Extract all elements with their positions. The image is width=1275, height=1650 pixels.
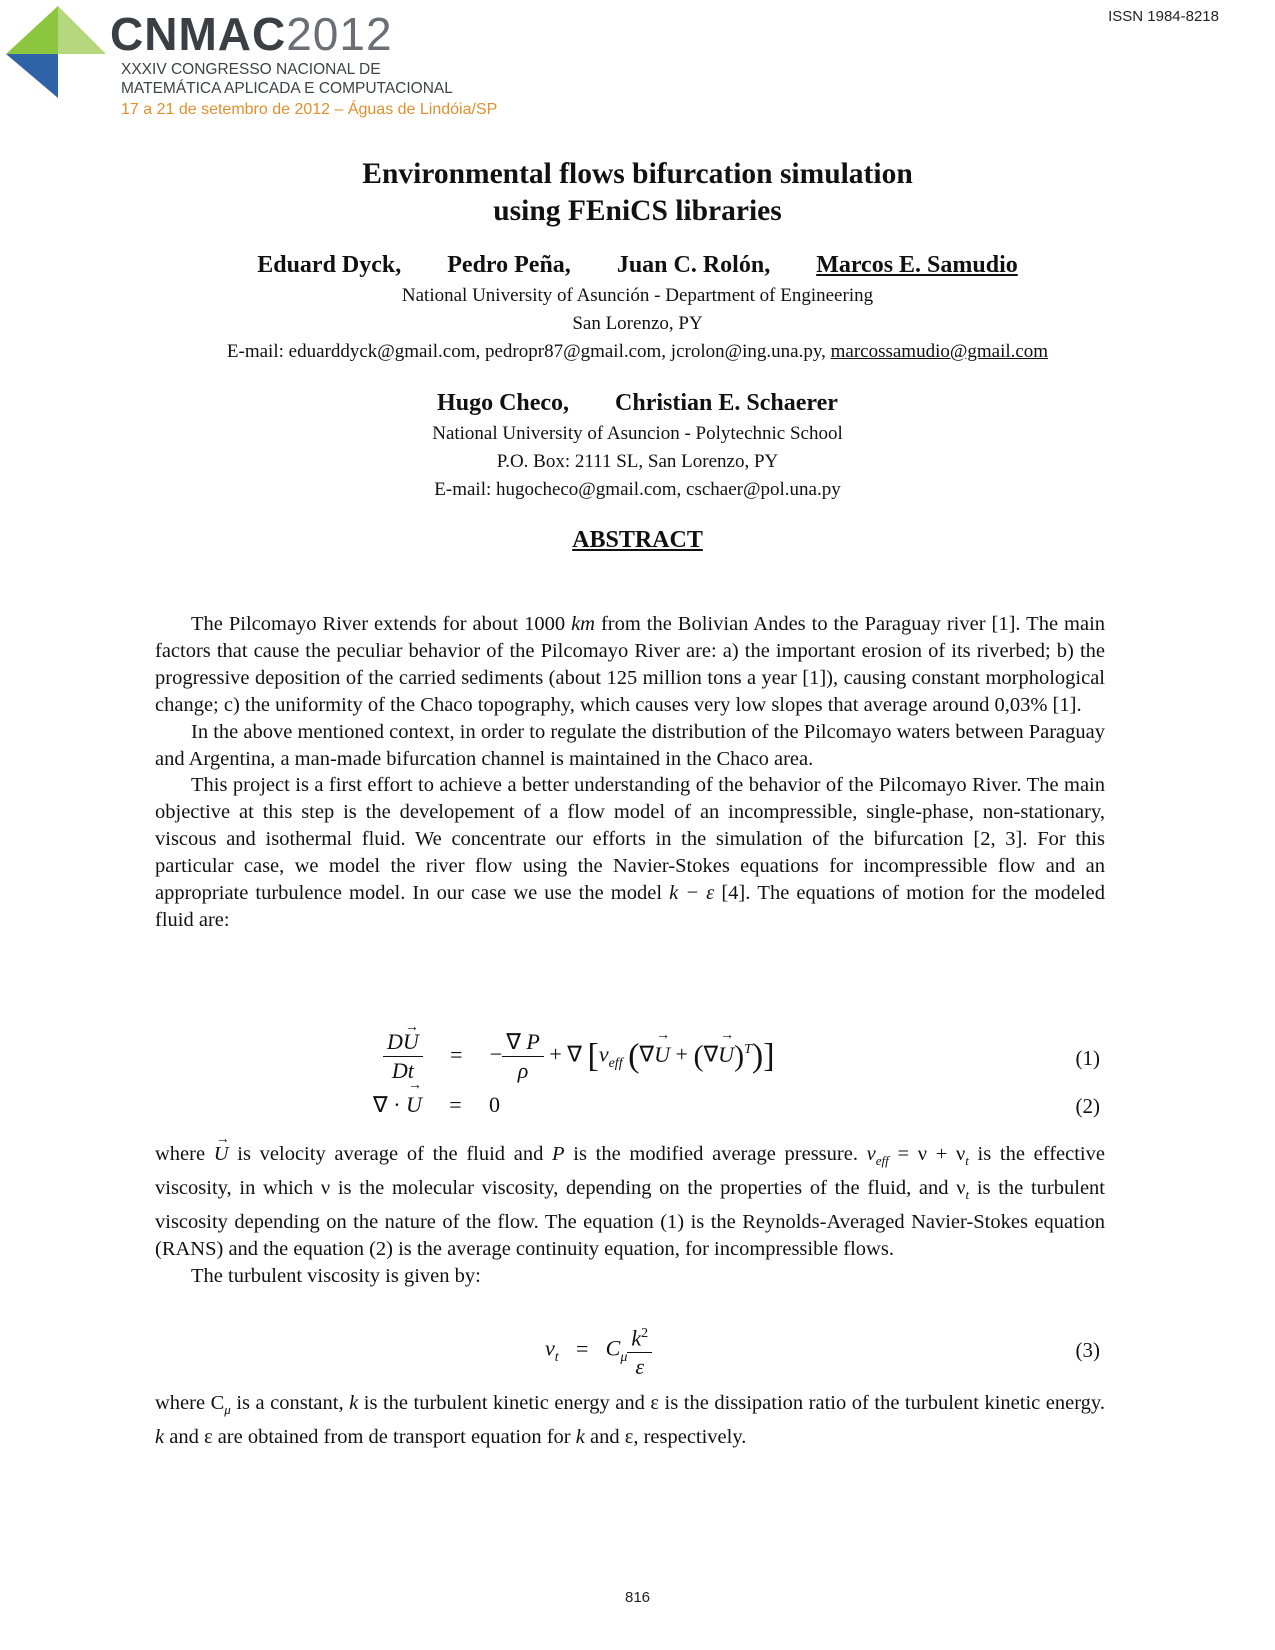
paragraph-after-eq (155, 1141, 1105, 1290)
equation-3: $\nu_t = C_\mu$ $\frac{k^2}{\varepsilon}$ (545, 1320, 652, 1381)
author-list-1 (0, 252, 1275, 279)
logo-line-1: XXXIV CONGRESSO NACIONAL DE (121, 61, 381, 78)
author-name: Juan C. Rolón, (616, 252, 771, 278)
issn-label: ISSN 1984-8218 (1108, 8, 1219, 25)
address-2: P.O. Box: 2111 SL, San Lorenzo, PY (496, 451, 779, 472)
equation-1: $\frac{D\to U}{Dt}$ = − $\frac{\nabla P}{\rho}$ + ∇ [$\nu_{eff}$ (∇→ U + (∇→ U)$^T$)] (383, 1028, 775, 1085)
paragraph: The turbulent viscosity is given by: (191, 1264, 481, 1287)
affiliation-1: National University of Asunción - Department of Engineering (401, 285, 874, 306)
author-name: Pedro Peña, (447, 252, 571, 278)
equation-2: ∇ · → U = 0 (373, 1092, 500, 1118)
logo-line-2: MATEMÁTICA APLICADA E COMPUTACIONAL (121, 80, 453, 97)
email-line-2: E-mail: hugocheco@gmail.com, cschaer@pol.una.py (434, 479, 841, 500)
email-line-1: E-mail: eduarddyck@gmail.com, pedropr87@gmail.com, jcrolon@ing.una.py, marcossamudio@gmail.com (226, 341, 1049, 362)
paper-title: Environmental flows bifurcation simulation using FEniCS libraries (362, 158, 913, 227)
logo-line-3: 17 a 21 de setembro de 2012 – Águas de Lindóia/SP (121, 101, 498, 118)
paragraph: In the above mentioned context, in order to regulate the distribution of the Pilcomayo waters between Paraguay and Argentina, a man-made bifurcation channel is maintained in the Chaco area. (155, 720, 1105, 770)
paragraph: This project is a first effort to achieve a better understanding of the behavior of the Pilcomayo River. The main objective at this step is the developement of a flow model of an incompressible, single-phase, non-stationary, viscous and isothermal fluid. We concentrate our efforts in the simulation of the bifurcation [2, 3]. For this particular case, we model the river flow using the Navier-Stokes equations for incompressible flow and an appropriate turbulence model. In our case we use the model k − ε [4]. The equations of motion for the modeled fluid are: (155, 774, 1105, 931)
email-link[interactable]: marcossamudio@gmail.com (830, 341, 1049, 362)
author-name: Eduard Dyck, (257, 252, 402, 278)
equation-number: (2) (1075, 1094, 1100, 1118)
conference-logo (6, 6, 566, 124)
logo-wordmark: CNMAC2012 (110, 8, 393, 60)
page-number: 816 (624, 1589, 651, 1606)
paragraph: where $C_\mu$ is a constant, k is the turbulent kinetic energy and ε is the dissipation ratio of the turbulent kinetic energy. k and ε are obtained from de transport equation for k and ε, respectively. (155, 1392, 1105, 1448)
paragraph: where → U is velocity average of the fluid and P is the modified average pressure. $\nu_{eff} = \nu + \nu_t$ is the effective viscosity, in which ν is the molecular viscosity, depending on the properties of the fluid, and $\nu_t$ is the turbulent viscosity depending on the nature of the flow. The equation (1) is the Reynolds-Averaged Navier-Stokes equation (RANS) and the equation (2) is the average continuity equation, for incompressible flows. (155, 1141, 1105, 1263)
paragraph-after-eq3 (155, 1390, 1105, 1451)
author-name: Marcos E. Samudio (816, 252, 1018, 278)
abstract-heading: ABSTRACT (572, 527, 703, 553)
equation-number: (1) (1075, 1046, 1100, 1070)
paragraph: The Pilcomayo River extends for about 1000 km from the Bolivian Andes to the Paraguay river [1]. The main factors that cause the peculiar behavior of the Pilcomayo River are: a) the important erosion of its riverbed; b) the progressive deposition of the carried sediments (about 125 million tons a year [1]), causing constant morphological change; c) the uniformity of the Chaco topography, which causes very low slopes that average around 0,03% [1]. (155, 613, 1106, 716)
abstract-body (155, 611, 1105, 934)
author-name: Christian E. Schaerer (615, 390, 838, 416)
logo-triangle-icon (6, 6, 116, 106)
author-list-2 (0, 390, 1275, 417)
equation-number: (3) (1075, 1338, 1100, 1362)
affiliation-2: National University of Asuncion - Polytechnic School (432, 423, 843, 444)
author-name: Hugo Checo, (437, 390, 570, 416)
address-1: San Lorenzo, PY (572, 313, 703, 334)
